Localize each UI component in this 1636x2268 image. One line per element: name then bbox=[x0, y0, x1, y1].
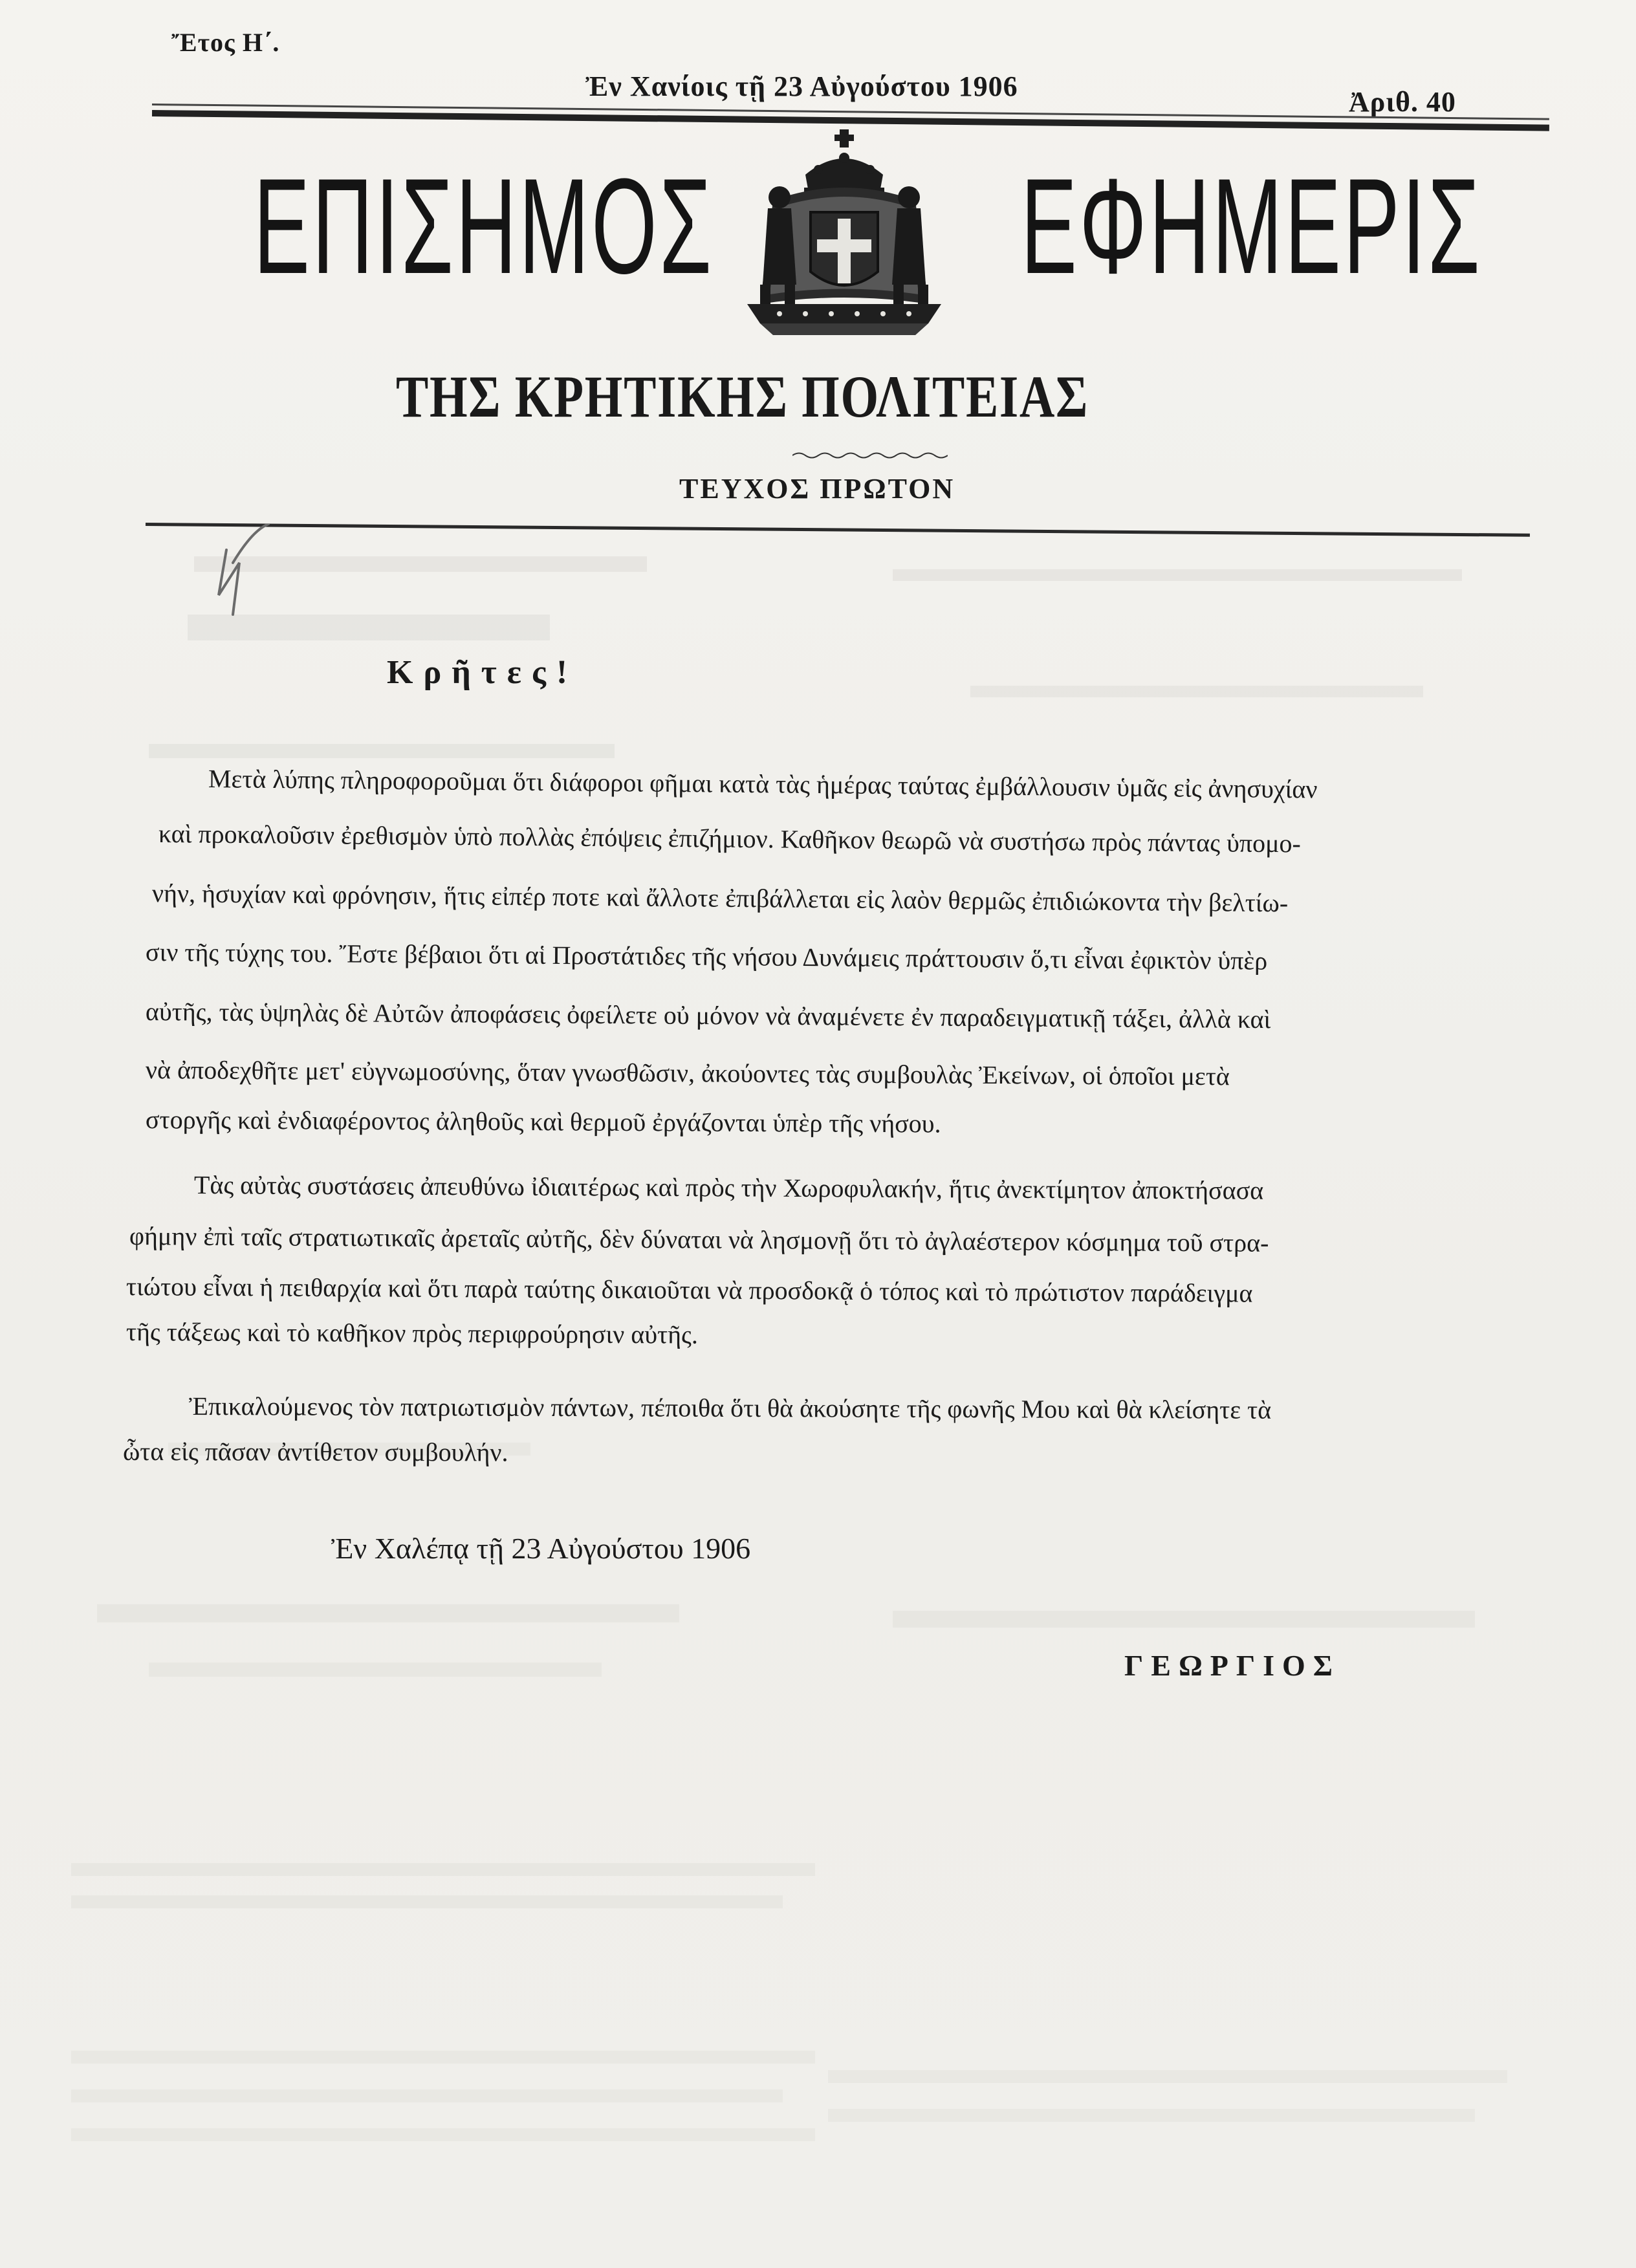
coat-of-arms-emblem bbox=[734, 129, 954, 343]
body-line: στοργῆς καὶ ἐνδιαφέροντος ἀληθοῦς καὶ θερμοῦ ἐργάζονται ὑπὲρ τῆς νήσου. bbox=[145, 1105, 941, 1139]
header-rule bbox=[152, 110, 1549, 131]
issue-date: Ἐν Χανίοις τῇ 23 Αὐγούστου 1906 bbox=[585, 71, 1018, 102]
issue-number: Ἀριθ. 40 bbox=[1349, 86, 1456, 118]
body-line: Ἐπικαλούμενος τὸν πατριωτισμὸν πάντων, πέποιθα ὅτι θὰ ἀκούσητε τῆς φωνῆς Μου καὶ θὰ κλείσητε τὰ bbox=[188, 1391, 1272, 1424]
section-rule bbox=[146, 523, 1530, 537]
body-line: νήν, ἡσυχίαν καὶ φρόνησιν, ἥτις εἰπέρ ποτε καὶ ἄλλοτε ἐπιβάλλεται εἰς λαὸν θερμῶς ἐπιδιώκοντα τὴν βελτίω- bbox=[151, 878, 1289, 918]
body-line: φήμην ἐπὶ ταῖς στρατιωτικαῖς ἀρεταῖς αὐτῆς, δὲν δύναται νὰ λησμονῇ ὅτι τὸ ἀγλαέστερον κόσμημα τοῦ στρα- bbox=[129, 1221, 1269, 1258]
masthead-right-word: ΕΦΗΜΕΡΙΣ bbox=[1021, 150, 1483, 302]
pencil-mark bbox=[201, 524, 272, 627]
issue-section: ΤΕΥΧΟΣ ΠΡΩΤΟΝ bbox=[679, 473, 955, 505]
body-line: τῆς τάξεως καὶ τὸ καθῆκον πρὸς περιφρούρησιν αὐτῆς. bbox=[125, 1317, 699, 1349]
signature-name: ΓΕΩΡΓΙΟΣ bbox=[1124, 1649, 1340, 1682]
body-line: καὶ προκαλοῦσιν ἐρεθισμὸν ὑπὸ πολλὰς ἐπόψεις ἐπιζήμιον. Καθῆκον θεωρῶ νὰ συστήσω πρὸς πάντας ὑπομο- bbox=[158, 819, 1302, 858]
body-line: αὐτῆς, τὰς ὑψηλὰς δὲ Αὐτῶν ἀποφάσεις ὀφείλετε οὐ μόνον νὰ ἀναμένετε ἐν παραδειγματικῇ τάξει, ἀλλὰ καὶ bbox=[145, 997, 1271, 1034]
ornamental-squiggle bbox=[792, 450, 948, 461]
masthead-left-word: ΕΠΙΣΗΜΟΣ bbox=[254, 150, 714, 302]
body-line: ὦτα εἰς πᾶσαν ἀντίθετον συμβουλήν. bbox=[122, 1437, 508, 1467]
issue-year: Ἔτος Η΄. bbox=[171, 28, 280, 57]
body-line: Μετὰ λύπης πληροφοροῦμαι ὅτι διάφοροι φῆμαι κατὰ τὰς ἡμέρας ταύτας ἐμβάλλουσιν ὑμᾶς εἰς ἀνησυχίαν bbox=[208, 764, 1318, 804]
body-line: Τὰς αὐτὰς συστάσεις ἀπευθύνω ἰδιαιτέρως καὶ πρὸς τὴν Χωροφυλακήν, ἥτις ἀνεκτίμητον ἀποκτήσασα bbox=[193, 1170, 1264, 1205]
proclamation-greeting: Κρῆτες! bbox=[387, 654, 578, 691]
masthead-subtitle: ΤΗΣ ΚΡΗΤΙΚΗΣ ΠΟΛΙΤΕΙΑΣ bbox=[396, 364, 1089, 430]
body-line: τιώτου εἶναι ἡ πειθαρχία καὶ ὅτι παρὰ ταύτης δικαιοῦται νὰ προσδοκᾷ ὁ τόπος καὶ τὸ πρώτιστον παράδειγμα bbox=[125, 1272, 1253, 1308]
body-line: νὰ ἀποδεχθῆτε μετ' εὐγνωμοσύνης, ὅταν γνωσθῶσιν, ἀκούοντες τὰς συμβουλὰς Ἐκείνων, οἱ ὁποῖοι μετὰ bbox=[145, 1055, 1230, 1091]
body-line: σιν τῆς τύχης του. Ἔστε βέβαιοι ὅτι αἱ Προστάτιδες τῆς νήσου Δυνάμεις πράττουσιν ὅ,τι εἶναι ἐφικτὸν ὑπὲρ bbox=[145, 937, 1268, 976]
signature-place-date: Ἐν Χαλέπᾳ τῇ 23 Αὐγούστου 1906 bbox=[331, 1532, 751, 1565]
